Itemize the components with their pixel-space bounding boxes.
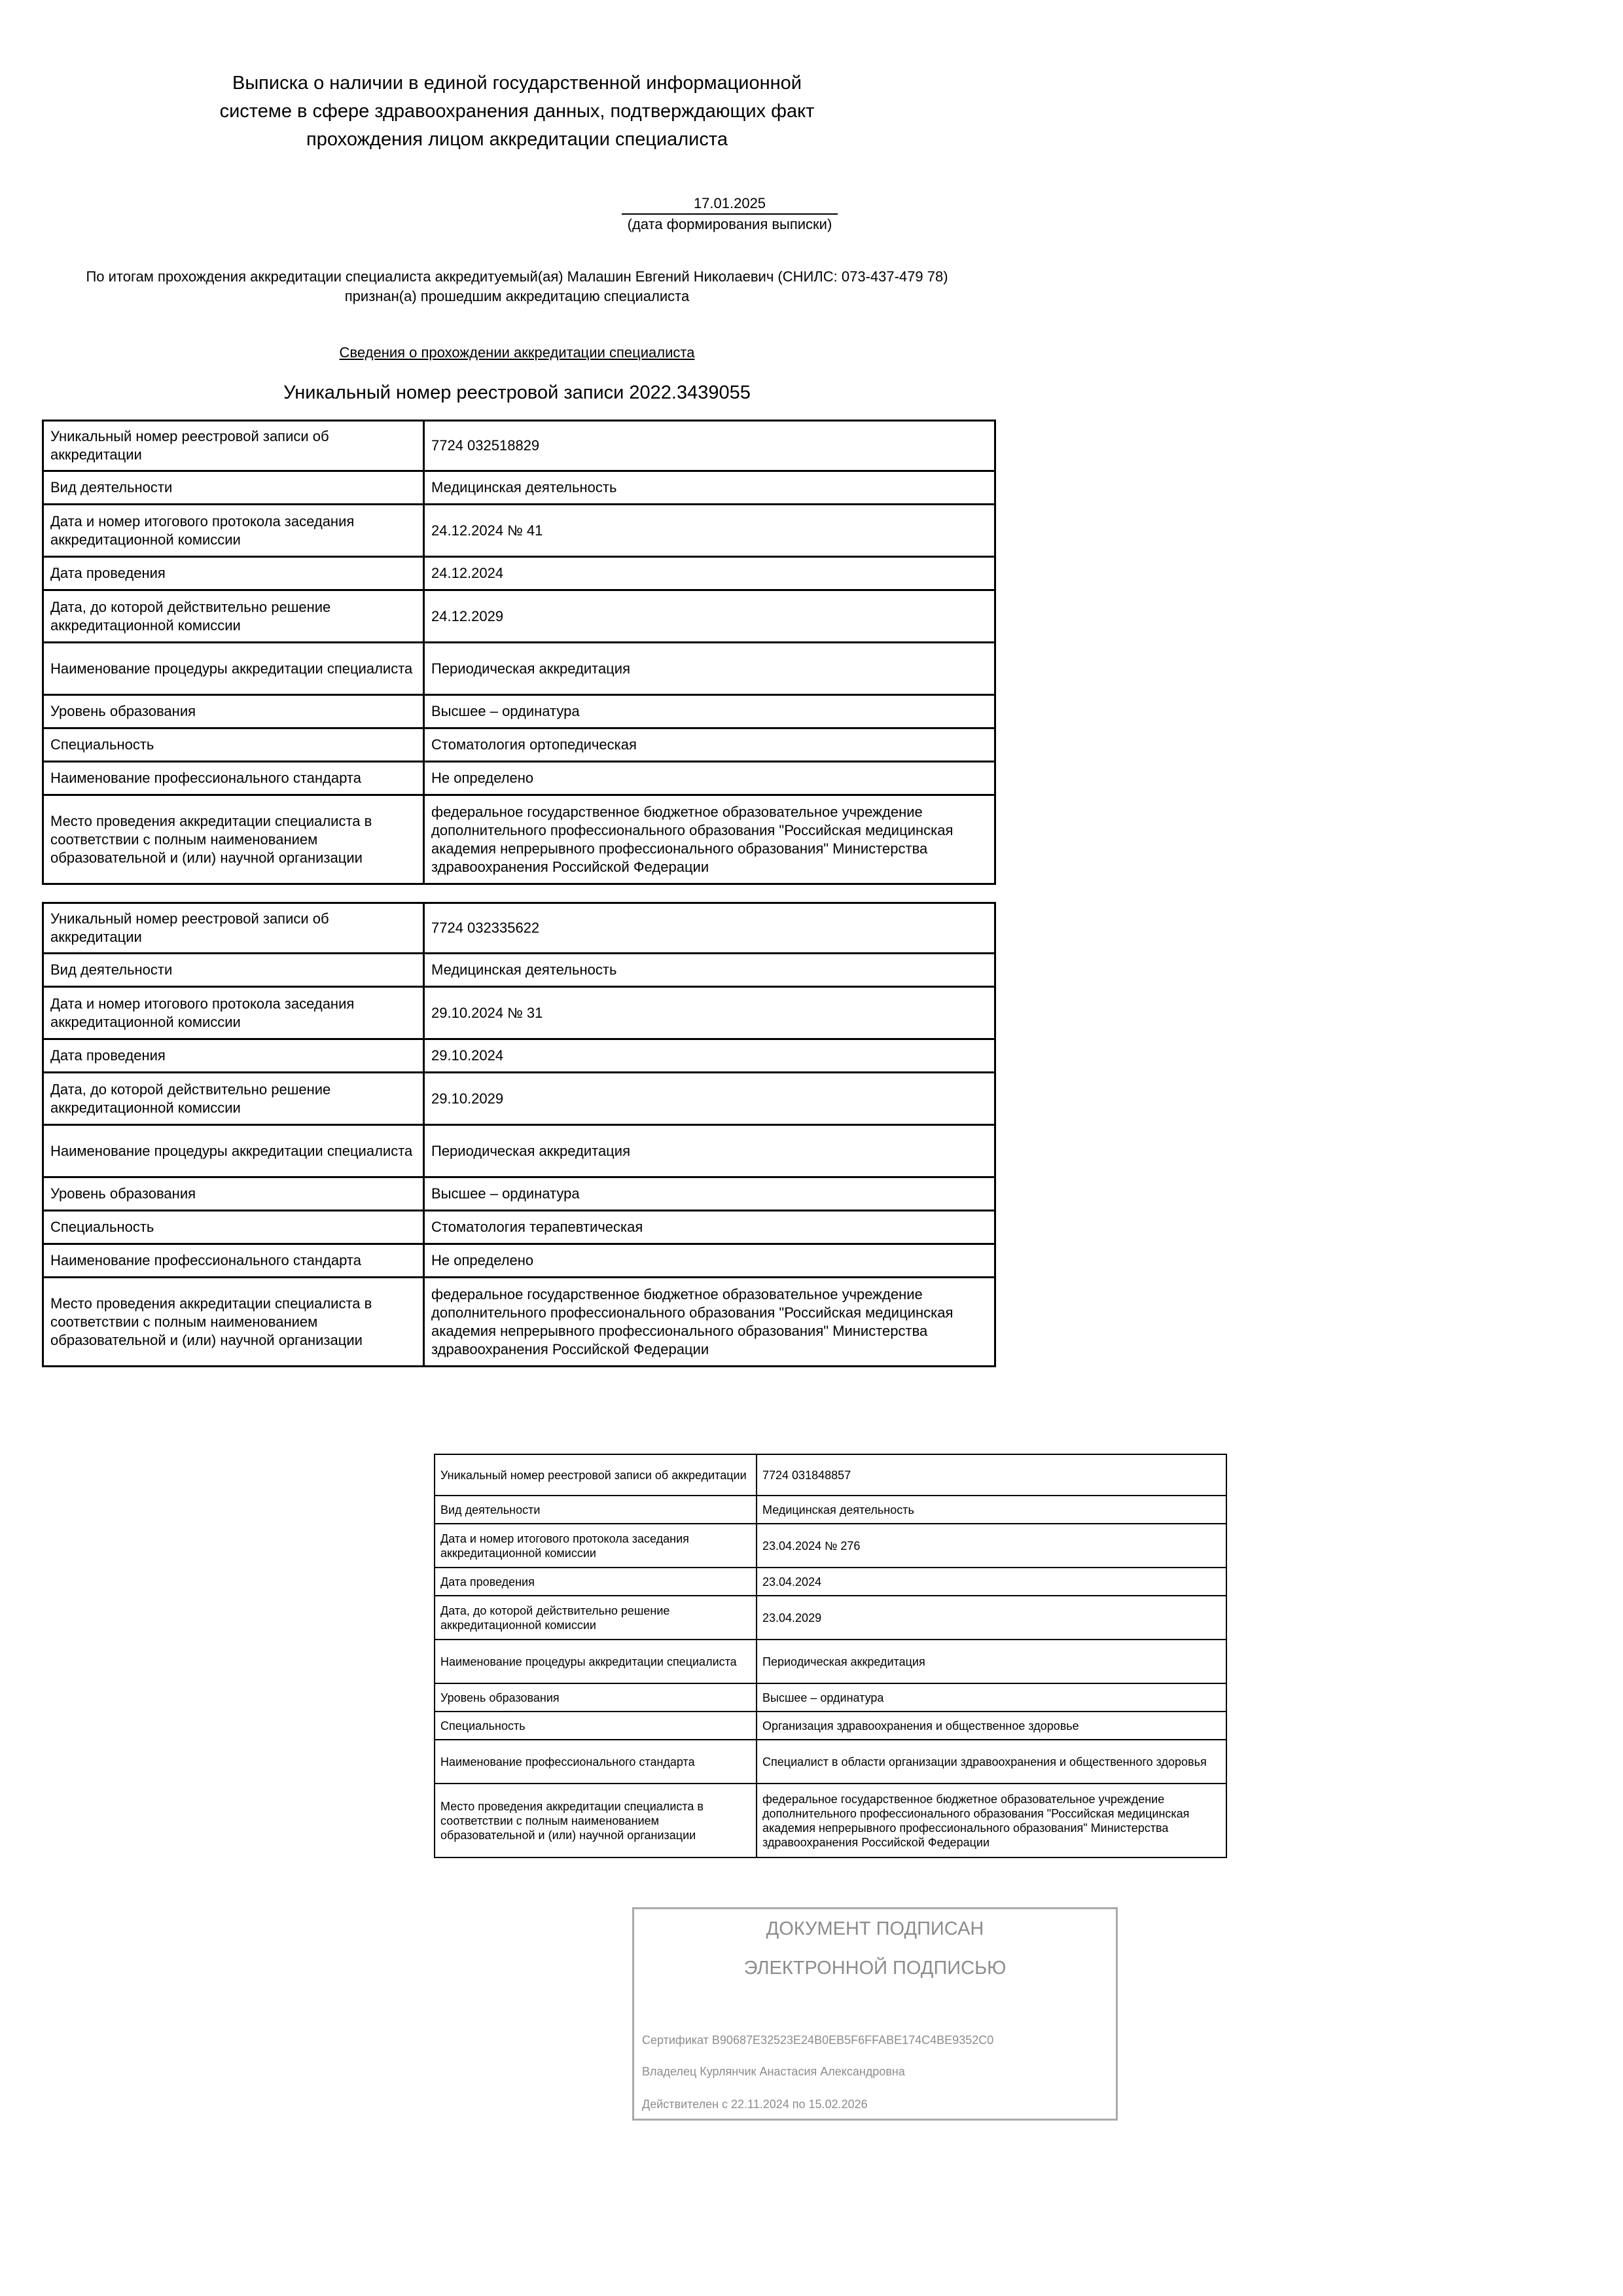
row-label: Уникальный номер реестровой записи об аккредитации bbox=[43, 903, 424, 954]
row-value: 29.10.2024 № 31 bbox=[424, 987, 995, 1039]
row-label: Наименование процедуры аккредитации специалиста bbox=[435, 1640, 757, 1683]
table-row bbox=[435, 1640, 1226, 1683]
accreditation-result-line: признан(а) прошедшим аккредитацию специалиста bbox=[344, 288, 690, 304]
row-label: Дата проведения bbox=[43, 557, 424, 590]
table-row bbox=[43, 1039, 995, 1073]
registry-number-heading: Уникальный номер реестровой записи 2022.3439055 bbox=[283, 382, 751, 403]
row-value: 23.04.2024 bbox=[757, 1568, 1226, 1596]
accreditation-result bbox=[26, 267, 1008, 306]
row-label: Наименование профессионального стандарта bbox=[43, 1244, 424, 1278]
table-row bbox=[435, 1784, 1226, 1857]
accreditation-record-table bbox=[434, 1454, 1227, 1858]
row-label: Уникальный номер реестровой записи об аккредитации bbox=[43, 421, 424, 471]
table-row bbox=[43, 1177, 995, 1211]
row-label: Дата и номер итогового протокола заседания аккредитационной комиссии bbox=[43, 987, 424, 1039]
row-label: Специальность bbox=[43, 1211, 424, 1244]
row-label: Уровень образования bbox=[435, 1683, 757, 1712]
row-value: 24.12.2024 № 41 bbox=[424, 505, 995, 557]
document-title-line: Выписка о наличии в единой государственной информационной bbox=[232, 73, 802, 94]
row-label: Вид деятельности bbox=[43, 954, 424, 987]
row-label: Специальность bbox=[435, 1712, 757, 1740]
row-value: Не определено bbox=[424, 1244, 995, 1278]
row-label: Наименование процедуры аккредитации специалиста bbox=[43, 643, 424, 695]
table-row bbox=[43, 1211, 995, 1244]
stamp-certificate: Сертификат B90687E32523E24B0EB5F6FFABE174C4BE9352C0 bbox=[642, 2034, 994, 2047]
document-title-line: системе в сфере здравоохранения данных, подтверждающих факт bbox=[219, 101, 815, 122]
accreditation-record-table bbox=[42, 420, 996, 885]
accreditation-result-line: По итогам прохождения аккредитации специалиста аккредитуемый(ая) Малашин Евгений Николаевич (СНИЛС: 073-437-479 78) bbox=[86, 268, 948, 285]
row-value: 29.10.2029 bbox=[424, 1073, 995, 1125]
table-row bbox=[43, 1278, 995, 1367]
table-row bbox=[435, 1712, 1226, 1740]
table-row bbox=[43, 557, 995, 590]
stamp-title-line: ДОКУМЕНТ ПОДПИСАН bbox=[766, 1918, 984, 1939]
row-label: Специальность bbox=[43, 728, 424, 762]
row-label: Уровень образования bbox=[43, 695, 424, 728]
row-value: 24.12.2024 bbox=[424, 557, 995, 590]
table-row bbox=[43, 987, 995, 1039]
row-label: Место проведения аккредитации специалиста в соответствии с полным наименованием образовательной и (или) научной организации bbox=[43, 795, 424, 884]
table-row bbox=[435, 1683, 1226, 1712]
table-row bbox=[43, 1244, 995, 1278]
row-value: Стоматология терапевтическая bbox=[424, 1211, 995, 1244]
row-value: Периодическая аккредитация bbox=[424, 643, 995, 695]
row-value: 7724 031848857 bbox=[757, 1454, 1226, 1496]
row-label: Вид деятельности bbox=[435, 1496, 757, 1524]
table-row bbox=[43, 1073, 995, 1125]
electronic-signature-stamp bbox=[632, 1907, 1118, 2121]
row-value: 23.04.2024 № 276 bbox=[757, 1524, 1226, 1568]
stamp-owner: Владелец Курлянчик Анастасия Александровна bbox=[642, 2065, 905, 2078]
section-heading: Сведения о прохождении аккредитации специалиста bbox=[339, 344, 695, 361]
table-row bbox=[435, 1740, 1226, 1784]
row-value: Медицинская деятельность bbox=[424, 954, 995, 987]
row-value: Высшее – ординатура bbox=[424, 1177, 995, 1211]
row-value: Медицинская деятельность bbox=[757, 1496, 1226, 1524]
table-row bbox=[43, 505, 995, 557]
table-row bbox=[43, 728, 995, 762]
row-value: 23.04.2029 bbox=[757, 1596, 1226, 1640]
row-value: 24.12.2029 bbox=[424, 590, 995, 643]
row-label: Наименование профессионального стандарта bbox=[43, 762, 424, 795]
row-label: Дата и номер итогового протокола заседания аккредитационной комиссии bbox=[435, 1524, 757, 1568]
row-value: федеральное государственное бюджетное образовательное учреждение дополнительного профессионального образования "Российская медицинская академия непрерывного профессионального образования" Министерства здравоохранения Российской Федерации bbox=[424, 1278, 995, 1367]
row-value: Стоматология ортопедическая bbox=[424, 728, 995, 762]
table-row bbox=[435, 1454, 1226, 1496]
row-label: Дата и номер итогового протокола заседания аккредитационной комиссии bbox=[43, 505, 424, 557]
row-label: Дата, до которой действительно решение аккредитационной комиссии bbox=[43, 1073, 424, 1125]
stamp-title-line: ЭЛЕКТРОННОЙ ПОДПИСЬЮ bbox=[743, 1958, 1007, 1979]
row-label: Уровень образования bbox=[43, 1177, 424, 1211]
table-row bbox=[43, 762, 995, 795]
table-row bbox=[435, 1524, 1226, 1568]
document-title bbox=[209, 69, 825, 154]
accreditation-record-table bbox=[42, 902, 996, 1367]
statement-date-caption: (дата формирования выписки) bbox=[627, 216, 832, 232]
row-value: Периодическая аккредитация bbox=[757, 1640, 1226, 1683]
row-label: Дата проведения bbox=[435, 1568, 757, 1596]
row-label: Наименование процедуры аккредитации специалиста bbox=[43, 1125, 424, 1177]
stamp-validity: Действителен с 22.11.2024 по 15.02.2026 bbox=[642, 2098, 868, 2111]
row-label: Место проведения аккредитации специалиста в соответствии с полным наименованием образовательной и (или) научной организации bbox=[435, 1784, 757, 1857]
row-label: Уникальный номер реестровой записи об аккредитации bbox=[435, 1454, 757, 1496]
row-value: Специалист в области организации здравоохранения и общественного здоровья bbox=[757, 1740, 1226, 1784]
table-row bbox=[435, 1596, 1226, 1640]
table-row bbox=[43, 643, 995, 695]
row-value: Организация здравоохранения и общественное здоровье bbox=[757, 1712, 1226, 1740]
table-row bbox=[43, 954, 995, 987]
row-label: Вид деятельности bbox=[43, 471, 424, 505]
row-label: Дата, до которой действительно решение аккредитационной комиссии bbox=[435, 1596, 757, 1640]
row-label: Наименование профессионального стандарта bbox=[435, 1740, 757, 1784]
row-label: Место проведения аккредитации специалиста в соответствии с полным наименованием образовательной и (или) научной организации bbox=[43, 1278, 424, 1367]
table-row bbox=[43, 471, 995, 505]
row-value: Медицинская деятельность bbox=[424, 471, 995, 505]
table-row bbox=[43, 695, 995, 728]
row-value: Высшее – ординатура bbox=[424, 695, 995, 728]
row-value: федеральное государственное бюджетное образовательное учреждение дополнительного профессионального образования "Российская медицинская академия непрерывного профессионального образования" Министерства здравоохранения Российской Федерации bbox=[424, 795, 995, 884]
table-row bbox=[43, 1125, 995, 1177]
row-value: 29.10.2024 bbox=[424, 1039, 995, 1073]
table-row bbox=[43, 903, 995, 954]
row-value: Высшее – ординатура bbox=[757, 1683, 1226, 1712]
table-row bbox=[435, 1568, 1226, 1596]
row-value: 7724 032518829 bbox=[424, 421, 995, 471]
statement-date bbox=[615, 194, 844, 234]
table-row bbox=[43, 590, 995, 643]
row-value: Периодическая аккредитация bbox=[424, 1125, 995, 1177]
table-row bbox=[435, 1496, 1226, 1524]
row-label: Дата проведения bbox=[43, 1039, 424, 1073]
statement-date-value: 17.01.2025 bbox=[622, 194, 838, 215]
row-value: 7724 032335622 bbox=[424, 903, 995, 954]
row-value: Не определено bbox=[424, 762, 995, 795]
document-title-line: прохождения лицом аккредитации специалиста bbox=[306, 129, 728, 150]
table-row bbox=[43, 795, 995, 884]
row-value: федеральное государственное бюджетное образовательное учреждение дополнительного профессионального образования "Российская медицинская академия непрерывного профессионального образования" Министерства здравоохранения Российской Федерации bbox=[757, 1784, 1226, 1857]
row-label: Дата, до которой действительно решение аккредитационной комиссии bbox=[43, 590, 424, 643]
table-row bbox=[43, 421, 995, 471]
